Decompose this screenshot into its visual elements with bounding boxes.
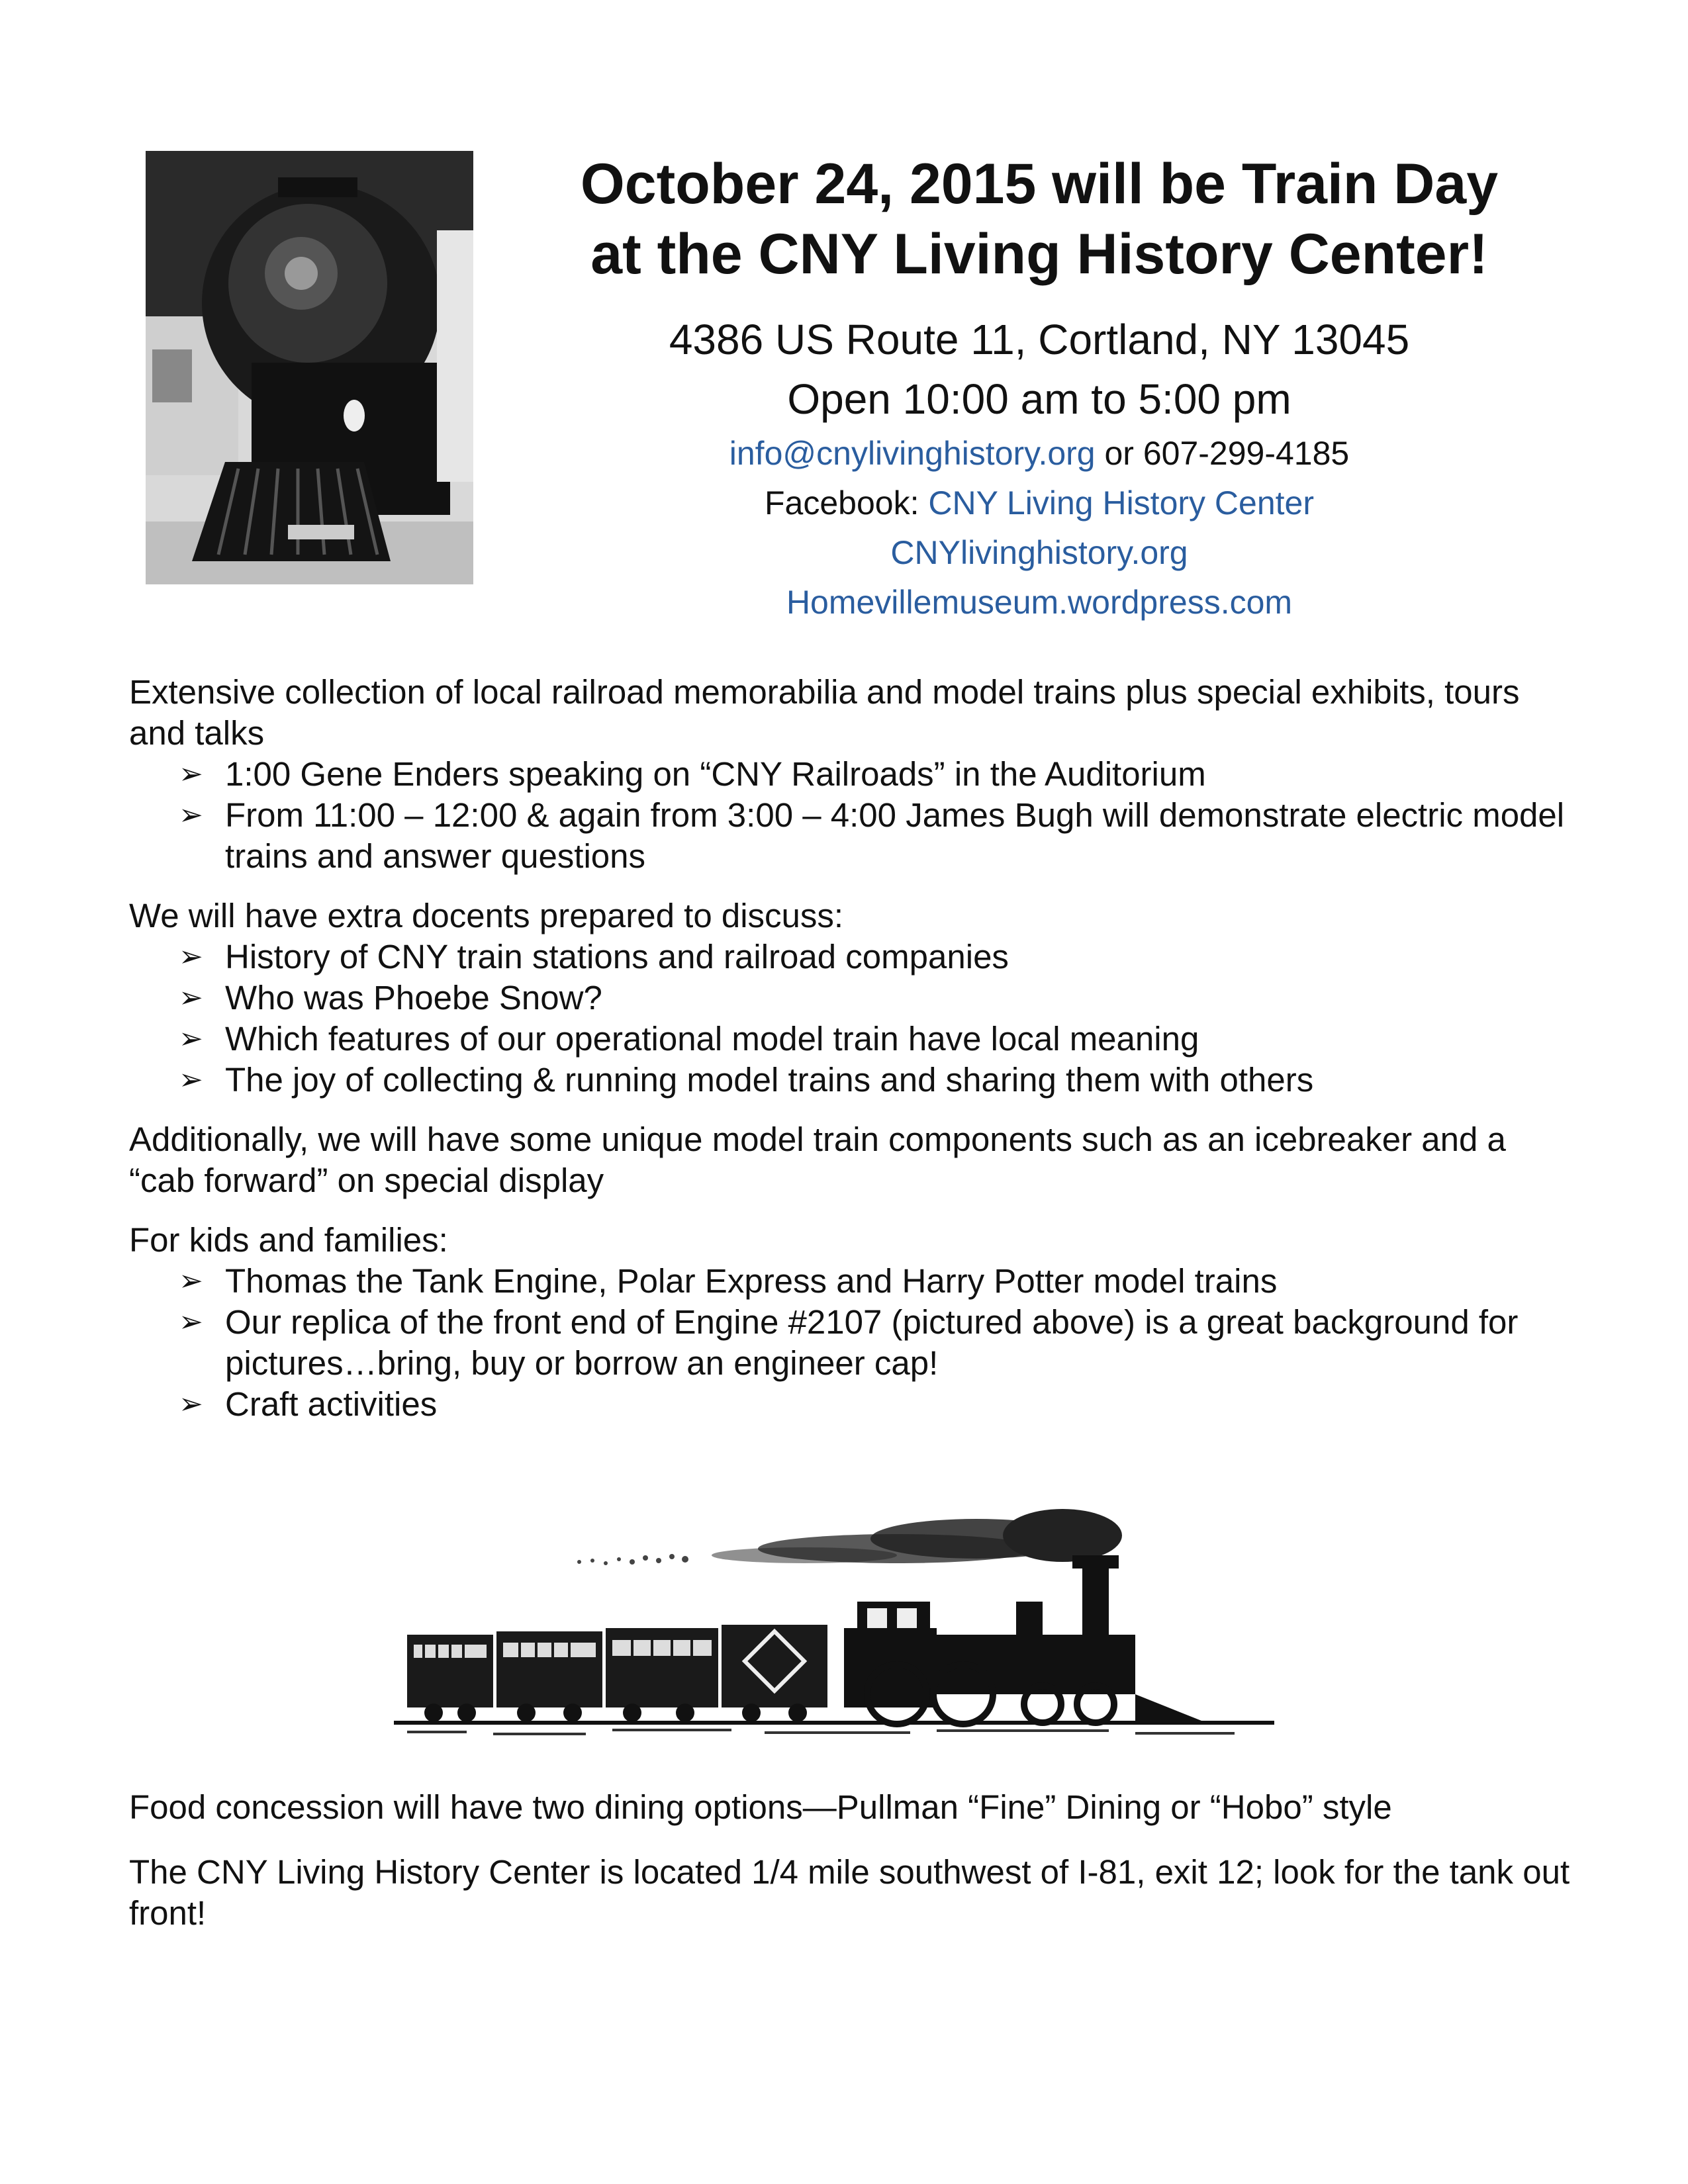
list-item: ➢ 1:00 Gene Enders speaking on “CNY Railroads” in the Auditorium: [179, 754, 1572, 795]
phone-text: or 607-299-4185: [1095, 435, 1350, 472]
list-item: ➢ Who was Phoebe Snow?: [179, 978, 1572, 1019]
intro-list: [129, 754, 1572, 877]
train-icon: [394, 1502, 1274, 1754]
steam-train-clipart: [394, 1502, 1274, 1754]
kids-heading: For kids and families:: [129, 1221, 448, 1259]
arrow-bullet-icon: ➢: [179, 799, 203, 831]
title-line-2: at the CNY Living History Center!: [590, 222, 1488, 286]
email-line: [503, 429, 1575, 478]
email-link[interactable]: info@cnylivinghistory.org: [729, 435, 1096, 472]
food-paragraph: Food concession will have two dining options—Pullman “Fine” Dining or “Hobo” style: [129, 1788, 1392, 1826]
intro-paragraph: Extensive collection of local railroad memorabilia and model trains plus special exhibits, tours and talks: [129, 673, 1520, 752]
locomotive-photo: [146, 151, 473, 584]
additionally-paragraph: Additionally, we will have some unique model train components such as an icebreaker and a “cab forward” on special display: [129, 1120, 1506, 1199]
arrow-bullet-icon: ➢: [179, 1306, 203, 1338]
arrow-bullet-icon: ➢: [179, 758, 203, 790]
list-item: ➢ From 11:00 – 12:00 & again from 3:00 – 4:00 James Bugh will demonstrate electric model trains and answer questions: [179, 796, 1565, 875]
locomotive-illustration: [146, 151, 473, 584]
footer-info: [129, 1787, 1572, 1958]
arrow-bullet-icon: ➢: [179, 1388, 203, 1420]
location-paragraph: The CNY Living History Center is located 1/4 mile southwest of I-81, exit 12; look for the tank out front!: [129, 1853, 1570, 1932]
arrow-bullet-icon: ➢: [179, 1023, 203, 1055]
list-item: ➢ History of CNY train stations and railroad companies: [179, 936, 1572, 978]
arrow-bullet-icon: ➢: [179, 1064, 203, 1096]
list-item: ➢ Thomas the Tank Engine, Polar Express and Harry Potter model trains: [179, 1261, 1572, 1302]
list-item: ➢ Which features of our operational model train have local meaning: [179, 1019, 1572, 1060]
arrow-bullet-icon: ➢: [179, 1265, 203, 1297]
facebook-label: Facebook:: [765, 484, 929, 522]
contact-block: [503, 310, 1575, 627]
blog-link[interactable]: Homevillemuseum.wordpress.com: [786, 584, 1293, 621]
facebook-line: [503, 478, 1575, 528]
page-title: [503, 149, 1575, 289]
arrow-bullet-icon: ➢: [179, 981, 203, 1014]
docents-list: [129, 936, 1572, 1101]
docents-heading: We will have extra docents prepared to discuss:: [129, 897, 844, 934]
facebook-link[interactable]: CNY Living History Center: [928, 484, 1314, 522]
list-item: ➢ Craft activities: [179, 1384, 1572, 1425]
event-details: [129, 672, 1572, 1425]
arrow-bullet-icon: ➢: [179, 940, 203, 973]
list-item: ➢ The joy of collecting & running model trains and sharing them with others: [179, 1060, 1572, 1101]
kids-list: [129, 1261, 1572, 1425]
list-item: ➢ Our replica of the front end of Engine #2107 (pictured above) is a great background for pictures…bring, buy or borrow an engineer cap!: [179, 1303, 1519, 1382]
address: 4386 US Route 11, Cortland, NY 13045: [669, 316, 1410, 363]
website-link[interactable]: CNYlivinghistory.org: [890, 534, 1188, 571]
title-line-1: October 24, 2015 will be Train Day: [580, 152, 1499, 216]
hours: Open 10:00 am to 5:00 pm: [787, 375, 1291, 423]
